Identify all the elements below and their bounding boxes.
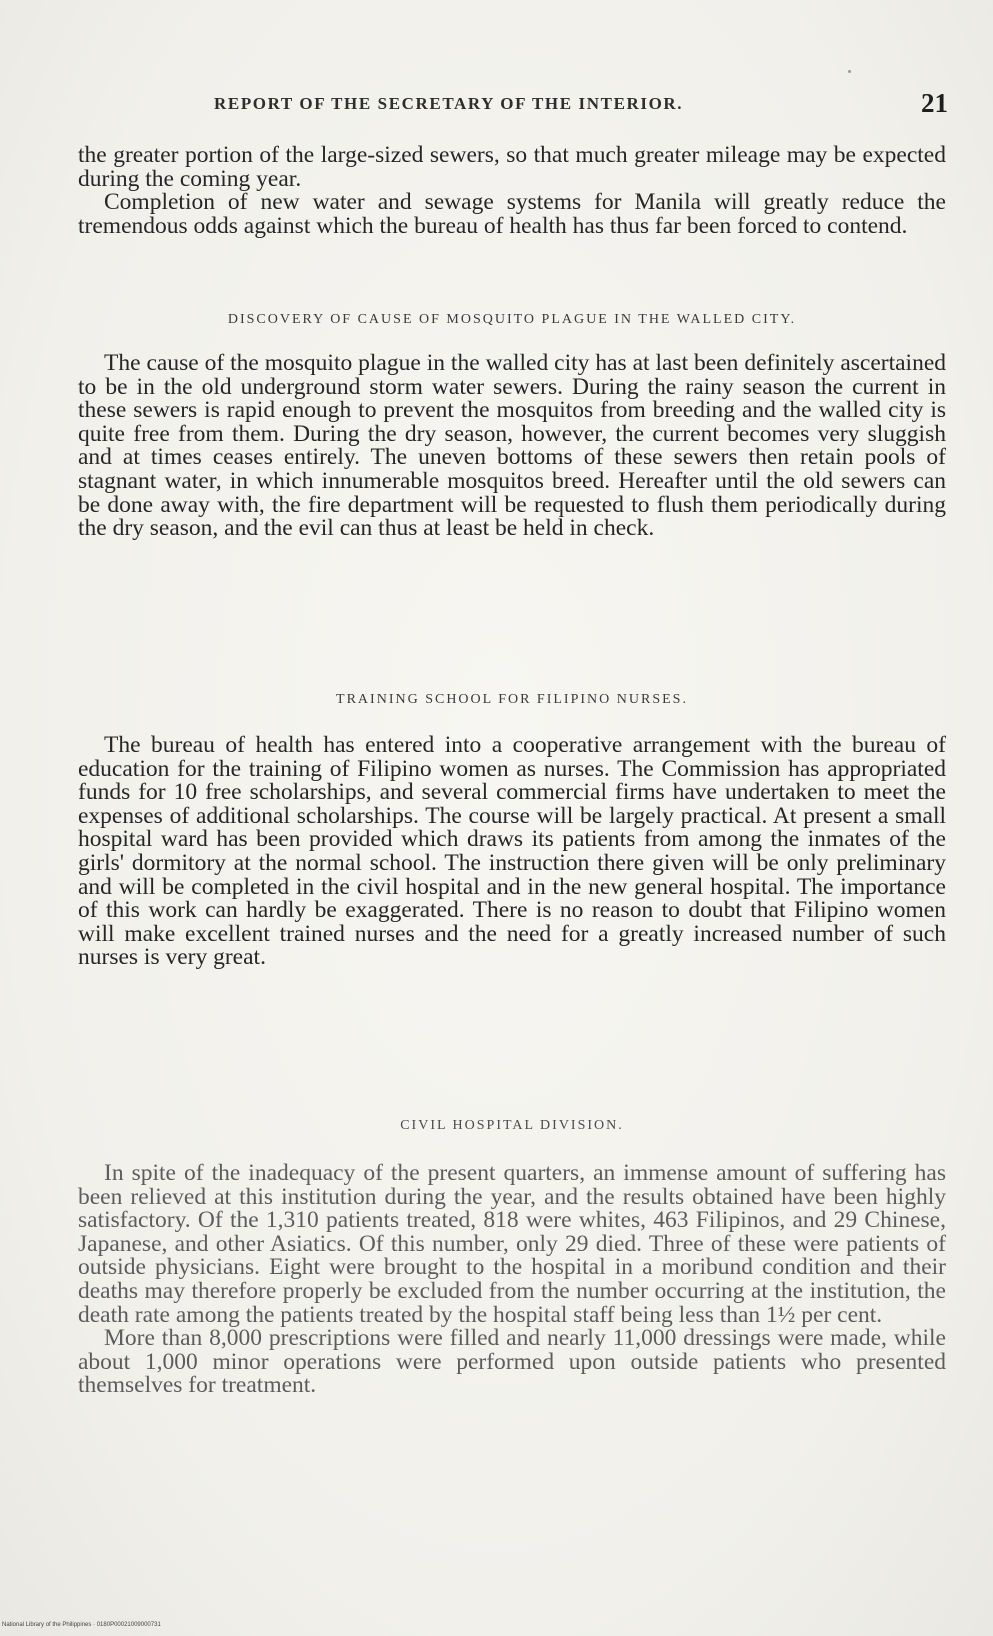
nurses-paragraph-1: The bureau of health has entered into a cooperative arrangement with the bureau of education for the training of Filipino women as nurses. The Commission has appropriated funds for 10 free scholarships, and several commercial firms have undertaken to meet the expenses of additional scholarships. The course will be largely practical. At present a small hospital ward has been provided which draws its patients from among the inmates of the girls' dormitory at the normal school. The instruction there given will be only preliminary and will be completed in the civil hospital and in the new general hospital. The importance of this work can hardly be exaggerated. There is no reason to doubt that Filipino women will make excellent trained nurses and the need for a greatly increased number of such nurses is very great.	[78, 732, 946, 971]
running-title: REPORT OF THE SECRETARY OF THE INTERIOR.	[214, 94, 684, 113]
page-number: 21	[921, 88, 948, 118]
hospital-paragraph-1: In spite of the inadequacy of the present quarters, an immense amount of suffering has been relieved at this institution during the year, and the results obtained have been highly satisfactory. Of the 1,310 patients treated, 818 were whites, 463 Filipinos, and 29 Chinese, Japanese, and other Asiatics. Of this number, only 29 died. Three of these were patients of outside physicians. Eight were brought to the hospital in a moribund condition and their deaths may therefore properly be excluded from the number occurring at the institution, the death rate among the patients treated by the hospital staff being less than 1½ per cent.	[78, 1160, 946, 1328]
section-heading-nurses: TRAINING SCHOOL FOR FILIPINO NURSES.	[336, 692, 688, 707]
section-heading-mosquito: DISCOVERY OF CAUSE OF MOSQUITO PLAGUE IN THE WALLED CITY.	[227, 312, 797, 327]
section-heading-hospital: CIVIL HOSPITAL DIVISION.	[400, 1118, 624, 1133]
hospital-paragraph-2: More than 8,000 prescriptions were filled and nearly 11,000 dressings were made, while about 1,000 minor operations were performed upon outside patients who presented themselves for treatment.	[78, 1325, 946, 1399]
nurses-block	[78, 734, 946, 970]
mosquito-block	[78, 352, 946, 541]
intro-block	[78, 144, 946, 238]
intro-paragraph-1: the greater portion of the large-sized sewers, so that much greater mileage may be expected during the coming year.	[78, 142, 946, 192]
running-head	[78, 88, 948, 128]
intro-paragraph-2: Completion of new water and sewage systems for Manila will greatly reduce the tremendous odds against which the bureau of health has thus far been forced to contend.	[78, 189, 946, 239]
ink-speck	[848, 70, 851, 73]
hospital-block	[78, 1162, 946, 1398]
scan-footer-note: National Library of the Philippines · 0180P00021009000731	[2, 1622, 161, 1628]
mosquito-paragraph-1: The cause of the mosquito plague in the walled city has at last been definitely ascertained to be in the old underground storm water sewers. During the rainy season the current in these sewers is rapid enough to prevent the mosquitos from breeding and the walled city is quite free from them. During the dry season, however, the current becomes very sluggish and at times ceases entirely. The uneven bottoms of these sewers then retain pools of stagnant water, in which innumerable mosquitos breed. Hereafter until the old sewers can be done away with, the fire department will be requested to flush them periodically during the dry season, and the evil can thus at least be held in check.	[78, 350, 946, 542]
